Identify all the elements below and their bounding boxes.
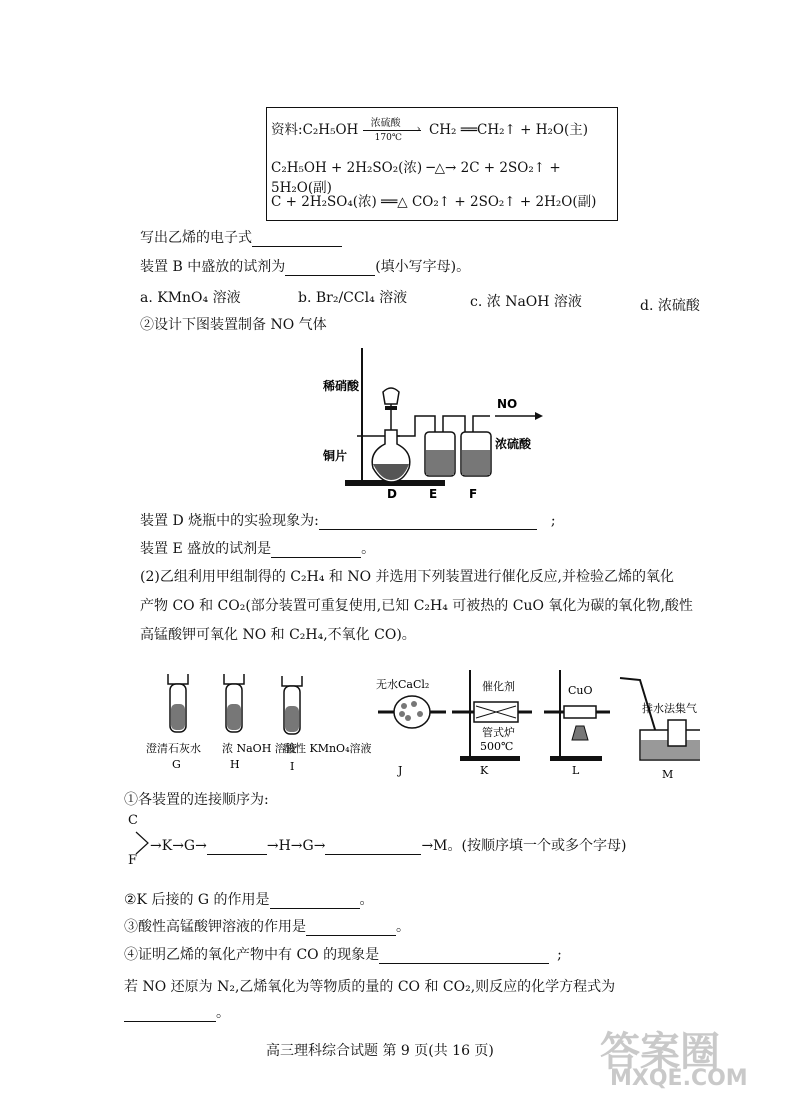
watermark-logo: 答案圈 [600, 1029, 720, 1075]
label-g: G [172, 758, 181, 771]
h-solution-label: 浓 NaOH 溶液 [222, 742, 297, 755]
semicolon: ; [557, 947, 562, 963]
label-k: K [480, 764, 489, 777]
question-3 [124, 916, 410, 936]
reference-box [266, 107, 618, 221]
page-footer: 高三理科综合试题 第 9 页(共 16 页) [266, 1043, 494, 1059]
tube-i [282, 676, 302, 734]
question-2 [124, 889, 374, 909]
seq-blank-1[interactable] [207, 840, 267, 855]
g-solution-label: 澄清石灰水 [146, 742, 201, 755]
conc-sulfuric-label: 浓硫酸 [495, 437, 532, 451]
tube-g [168, 674, 188, 732]
question-1-title: ①各装置的连接顺序为: [124, 792, 269, 808]
question-5-answer [124, 1002, 230, 1022]
semicolon: ; [550, 513, 556, 529]
label-l: L [572, 764, 580, 777]
label-d: D [387, 487, 397, 500]
no-label: NO [497, 397, 518, 411]
label-e: E [429, 487, 438, 500]
ref-line-1 [271, 117, 589, 143]
reaction-arrow: 浓硫酸 › 170℃ [363, 122, 425, 140]
answer-blank[interactable] [124, 1007, 216, 1022]
cacl2-label: 无水CaCl₂ [376, 678, 430, 691]
paragraph-line-1: (2)乙组利用甲组制得的 C₂H₄ 和 NO 并选用下列装置进行催化反应,并检验乙烯的氧化 [140, 569, 674, 585]
question-hint: (填小写字母)。 [375, 259, 471, 275]
separatory-funnel [383, 388, 399, 404]
ref-prefix: 资料: [271, 122, 303, 138]
label-m: M [662, 768, 674, 780]
paragraph-line-2: 产物 CO 和 CO₂(部分装置可重复使用,已知 C₂H₄ 可被热的 CuO 氧化为碳的氧化物,酸性 [140, 598, 693, 614]
question-e-reagent [140, 538, 375, 558]
ref-line-3: C + 2H₂SO₄(浓) ══△ CO₂↑ + 2SO₂↑ + 2H₂O(副) [271, 194, 597, 210]
question-text: 装置 B 中盛放的试剂为 [140, 259, 286, 275]
dilute-nitric-acid-label: 稀硝酸 [323, 379, 360, 393]
seq-mid: →H→G→ [266, 838, 326, 854]
answer-blank[interactable] [379, 949, 549, 964]
seq-start: →K→G→ [150, 838, 207, 854]
answer-blank[interactable] [270, 894, 360, 909]
question-text: ③酸性高锰酸钾溶液的作用是 [124, 919, 306, 935]
seq-c: C [128, 813, 138, 828]
furnace-label: 管式炉 [482, 726, 515, 739]
watermark-url: MXQE.COM [610, 1066, 748, 1091]
temperature-label: 500℃ [480, 740, 514, 753]
label-j: J [398, 764, 403, 777]
question-b-reagent [140, 256, 470, 276]
answer-blank[interactable] [252, 232, 342, 247]
label-h: H [230, 758, 240, 771]
part-2-heading: ②设计下图装置制备 NO 气体 [140, 317, 327, 333]
period: 。 [216, 1005, 230, 1021]
question-text: 装置 D 烧瓶中的实验现象为: [140, 513, 319, 529]
answer-blank[interactable] [271, 543, 361, 558]
question-text: ②K 后接的 G 的作用是 [124, 892, 270, 908]
no-apparatus-diagram [305, 340, 565, 500]
connection-sequence [150, 835, 626, 855]
question-text: ④证明乙烯的氧化产物中有 CO 的现象是 [124, 947, 380, 963]
seq-blank-2[interactable] [325, 840, 421, 855]
label-i: I [290, 760, 295, 773]
cuo-label: CuO [568, 684, 593, 697]
option-a: a. KMnO₄ 溶液 [140, 290, 241, 306]
question-text: 写出乙烯的电子式 [140, 230, 252, 246]
water-collection-m [620, 678, 700, 760]
ref-reactant: C₂H₅OH [302, 122, 359, 138]
period: 。 [359, 892, 374, 908]
answer-blank[interactable] [319, 515, 537, 530]
question-electron-formula [140, 227, 342, 247]
copper-label: 铜片 [323, 449, 348, 463]
question-5: 若 NO 还原为 N₂,乙烯氧化为等物质的量的 CO 和 CO₂,则反应的化学方程式为 [124, 979, 616, 995]
ref-line-2: C₂H₅OH + 2H₂SO₂(浓) ─△→ 2C + 2SO₂↑ + 5H₂O(副) [271, 160, 561, 196]
period: 。 [361, 541, 376, 557]
label-f: F [469, 487, 478, 500]
question-d-phenomenon [140, 510, 556, 530]
option-d: d. 浓硫酸 [640, 298, 700, 314]
seq-f: F [128, 853, 138, 868]
period: 。 [396, 919, 410, 935]
i-solution-label: 酸性 KMnO₄溶液 [284, 742, 372, 755]
tube-h [224, 674, 244, 732]
drying-tube-j [378, 696, 446, 728]
collect-label: 排水法集气 [642, 702, 697, 715]
catalyst-label: 催化剂 [482, 680, 515, 693]
option-b: b. Br₂/CCl₄ 溶液 [298, 290, 408, 306]
answer-blank[interactable] [306, 921, 396, 936]
option-c: c. 浓 NaOH 溶液 [470, 294, 582, 310]
seq-end: →M。(按顺序填一个或多个字母) [421, 838, 627, 854]
apparatus-set-diagram [140, 660, 700, 780]
answer-blank[interactable] [285, 261, 375, 276]
arrow-condition-top: 浓硫酸 [370, 117, 401, 129]
question-4 [124, 944, 562, 964]
question-text: 装置 E 盛放的试剂是 [140, 541, 272, 557]
arrow-condition-bottom: 170℃ [374, 132, 402, 143]
paragraph-line-3: 高锰酸钾可氧化 NO 和 C₂H₄,不氧化 CO)。 [140, 627, 416, 643]
ref-product: CH₂ ══CH₂↑ + H₂O(主) [428, 122, 589, 138]
